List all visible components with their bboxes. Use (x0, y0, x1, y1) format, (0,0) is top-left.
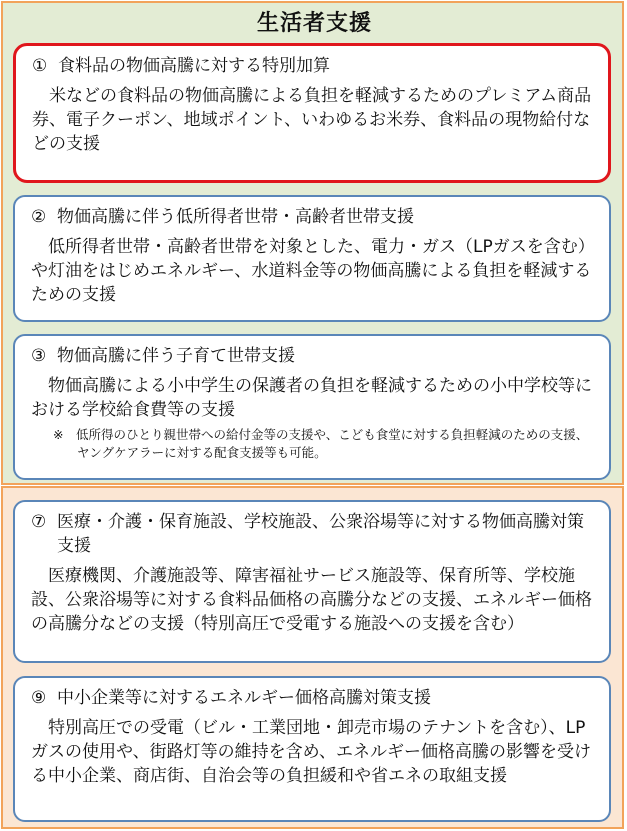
support-card-child-rearing (13, 334, 611, 480)
card-heading (32, 54, 594, 78)
card-body: 物価高騰による小中学生の保護者の負担を軽減するための小中学校等における学校給食費等の支援 (31, 376, 592, 420)
card-heading-text: 医療・介護・保育施設、学校施設、公衆浴場等に対する物価高騰対策支援 (57, 512, 584, 556)
card-body: 低所得者世帯・高齢者世帯を対象とした、電力・ガス（LPガスを含む）や灯油をはじめエネルギー、水道料金等の物価高騰による負担を軽減するための支援 (31, 237, 595, 305)
card-body: 特別高圧での受電（ビル・工業団地・卸売市場のテナントを含む）、LPガスの使用や、街路灯等の維持を含め、エネルギー価格高騰の影響を受ける中小企業、商店街、自治会等の負担緩和や省エネの取組支援 (31, 718, 591, 786)
card-heading-text: 物価高騰に伴う子育て世帯支援 (57, 346, 295, 366)
card-body: 米などの食料品の物価高騰による負担を軽減するためのプレミアム商品券、電子クーポン、地域ポイント、いわゆるお米券、食料品の現物給付などの支援 (32, 86, 592, 154)
card-heading-text: 食料品の物価高騰に対する特別加算 (58, 56, 330, 76)
card-number: ⑨ (31, 688, 47, 708)
card-note: ※ 低所得のひとり親世帯への給付金等の支援や、こども食堂に対する負担軽減のための支援、ヤングケアラーに対する配食支援等も可能。 (53, 427, 589, 460)
card-heading (31, 510, 595, 558)
card-body: 医療機関、介護施設等、障害福祉サービス施設等、保育所等、学校施設、公衆浴場等に対する食料品価格の高騰分などの支援、エネルギー価格の高騰分などの支援（特別高圧で受電する施設への支援を含む） (31, 566, 592, 634)
support-card-facilities (13, 500, 611, 663)
card-number: ② (31, 207, 47, 227)
card-heading (31, 205, 595, 229)
section-title: 生活者支援 (256, 11, 372, 36)
card-number: ⑦ (31, 512, 47, 532)
card-heading-text: 物価高騰に伴う低所得者世帯・高齢者世帯支援 (57, 207, 414, 227)
card-number: ① (32, 56, 48, 76)
card-heading (31, 686, 595, 710)
support-card-low-income-elderly (13, 195, 611, 322)
support-card-smb-energy (13, 676, 611, 822)
support-card-food (13, 43, 611, 183)
card-heading (31, 344, 595, 368)
card-number: ③ (31, 346, 47, 366)
card-heading-text: 中小企業等に対するエネルギー価格高騰対策支援 (57, 688, 431, 708)
